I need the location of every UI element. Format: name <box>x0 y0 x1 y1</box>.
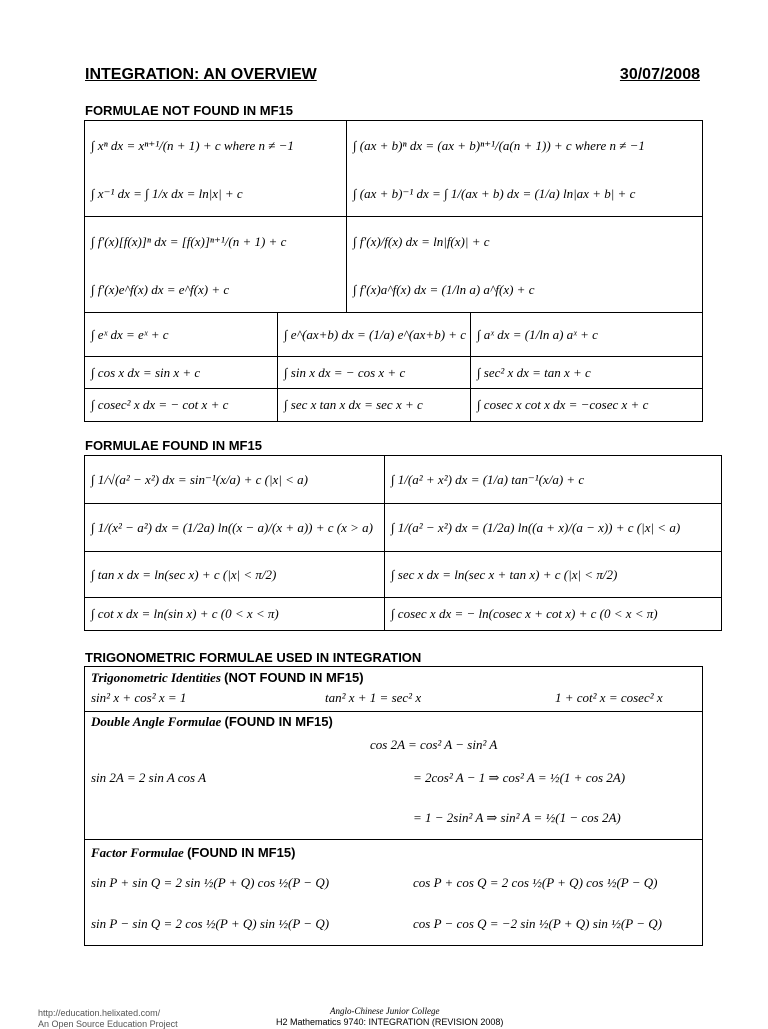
footer-college: Anglo-Chinese Junior College <box>330 1006 440 1016</box>
formula-cell: ∫ aˣ dx = (1/ln a) aˣ + c <box>471 313 702 357</box>
section-heading-not-in-mf15: FORMULAE NOT FOUND IN MF15 <box>85 103 293 118</box>
double-angle-cos: cos 2A = cos² A − sin² A <box>370 737 498 752</box>
identities-note: (NOT FOUND IN MF15) <box>224 670 364 685</box>
formula-cell: ∫ sin x dx = − cos x + c <box>278 357 471 389</box>
formula-cell: ∫ eˣ dx = eˣ + c <box>85 313 278 357</box>
formula-cell: ∫ 1/√(a² − x²) dx = sin⁻¹(x/a) + c (|x| < a) <box>85 456 385 504</box>
identity-2: tan² x + 1 = sec² x <box>325 690 422 705</box>
table-trig <box>84 666 703 946</box>
section-heading-trig: TRIGONOMETRIC FORMULAE USED IN INTEGRATION <box>85 650 422 665</box>
footer-url[interactable]: http://education.helixated.com/ <box>38 1008 161 1018</box>
formula-cell: ∫ sec x tan x dx = sec x + c <box>278 389 471 421</box>
footer-course: H2 Mathematics 9740: INTEGRATION (REVISION 2008) <box>276 1017 504 1027</box>
table-not-in-mf15 <box>84 120 703 422</box>
factor-label: Factor Formulae (FOUND IN MF15) <box>91 845 296 860</box>
divider <box>85 711 702 712</box>
factor-cos-diff: cos P − cos Q = −2 sin ½(P + Q) sin ½(P − Q) <box>413 916 662 931</box>
factor-note: (FOUND IN MF15) <box>187 845 296 860</box>
formula-cell: ∫ x⁻¹ dx = ∫ 1/x dx = ln|x| + c <box>85 171 347 217</box>
identity-1: sin² x + cos² x = 1 <box>91 690 187 705</box>
factor-sin-sum: sin P + sin Q = 2 sin ½(P + Q) cos ½(P − Q) <box>91 875 330 890</box>
formula-cell: ∫ sec x dx = ln(sec x + tan x) + c (|x| < π/2) <box>385 552 721 598</box>
formula-cell: ∫ 1/(x² − a²) dx = (1/2a) ln((x − a)/(x + a)) + c (x > a) <box>85 504 385 552</box>
double-angle-note: (FOUND IN MF15) <box>224 714 333 729</box>
formula-cell: ∫ 1/(a² + x²) dx = (1/a) tan⁻¹(x/a) + c <box>385 456 721 504</box>
formula-cell: ∫ f′(x)e^f(x) dx = e^f(x) + c <box>85 267 347 313</box>
formula-cell: ∫ f′(x)/f(x) dx = ln|f(x)| + c <box>353 234 490 249</box>
formula-cell: ∫ cosec x cot x dx = −cosec x + c <box>477 397 649 412</box>
formula-cell: ∫ cosec² x dx = − cot x + c <box>85 389 278 421</box>
double-angle-cos-alt2: = 1 − 2sin² A ⇒ sin² A = ½(1 − cos 2A) <box>413 810 621 825</box>
factor-cos-sum: cos P + cos Q = 2 cos ½(P + Q) cos ½(P − Q) <box>413 875 658 890</box>
page-title: INTEGRATION: AN OVERVIEW <box>85 66 317 83</box>
page-date: 30/07/2008 <box>619 66 700 83</box>
formula-cell: ∫ cot x dx = ln(sin x) + c (0 < x < π) <box>85 598 385 630</box>
identity-3: 1 + cot² x = cosec² x <box>555 690 663 705</box>
formula-cell: ∫ f′(x)a^f(x) dx = (1/ln a) a^f(x) + c <box>347 267 702 313</box>
section-heading-in-mf15: FORMULAE FOUND IN MF15 <box>85 438 262 453</box>
double-angle-cos-alt1: = 2cos² A − 1 ⇒ cos² A = ½(1 + cos 2A) <box>413 770 626 785</box>
footer-project: An Open Source Education Project <box>38 1019 178 1029</box>
formula-cell: ∫ 1/(a² − x²) dx = (1/2a) ln((a + x)/(a − x)) + c (|x| < a) <box>385 504 721 552</box>
factor-sin-diff: sin P − sin Q = 2 cos ½(P + Q) sin ½(P − Q) <box>91 916 330 931</box>
table-in-mf15 <box>84 455 722 631</box>
formula-cell: ∫ cos x dx = sin x + c <box>85 357 278 389</box>
divider <box>85 839 702 840</box>
formula-cell: ∫ xⁿ dx = xⁿ⁺¹/(n + 1) + c where n ≠ −1 <box>85 121 347 171</box>
formula-cell: ∫ sec² x dx = tan x + c <box>471 357 702 389</box>
formula-cell: ∫ e^(ax+b) dx = (1/a) e^(ax+b) + c <box>278 313 471 357</box>
identities-label: Trigonometric Identities (NOT FOUND IN MF15) <box>91 670 364 685</box>
formula-cell: ∫ cosec x dx = − ln(cosec x + cot x) + c (0 < x < π) <box>391 606 658 621</box>
formula-cell: ∫ tan x dx = ln(sec x) + c (|x| < π/2) <box>85 552 385 598</box>
formula-cell: ∫ (ax + b)⁻¹ dx = ∫ 1/(ax + b) dx = (1/a) ln|ax + b| + c <box>347 171 702 217</box>
formula-cell: ∫ f′(x)[f(x)]ⁿ dx = [f(x)]ⁿ⁺¹/(n + 1) + c <box>85 217 347 267</box>
double-angle-sin: sin 2A = 2 sin A cos A <box>91 770 207 785</box>
double-angle-label: Double Angle Formulae (FOUND IN MF15) <box>91 714 333 729</box>
formula-cell: ∫ (ax + b)ⁿ dx = (ax + b)ⁿ⁺¹/(a(n + 1)) + c where n ≠ −1 <box>353 138 645 153</box>
